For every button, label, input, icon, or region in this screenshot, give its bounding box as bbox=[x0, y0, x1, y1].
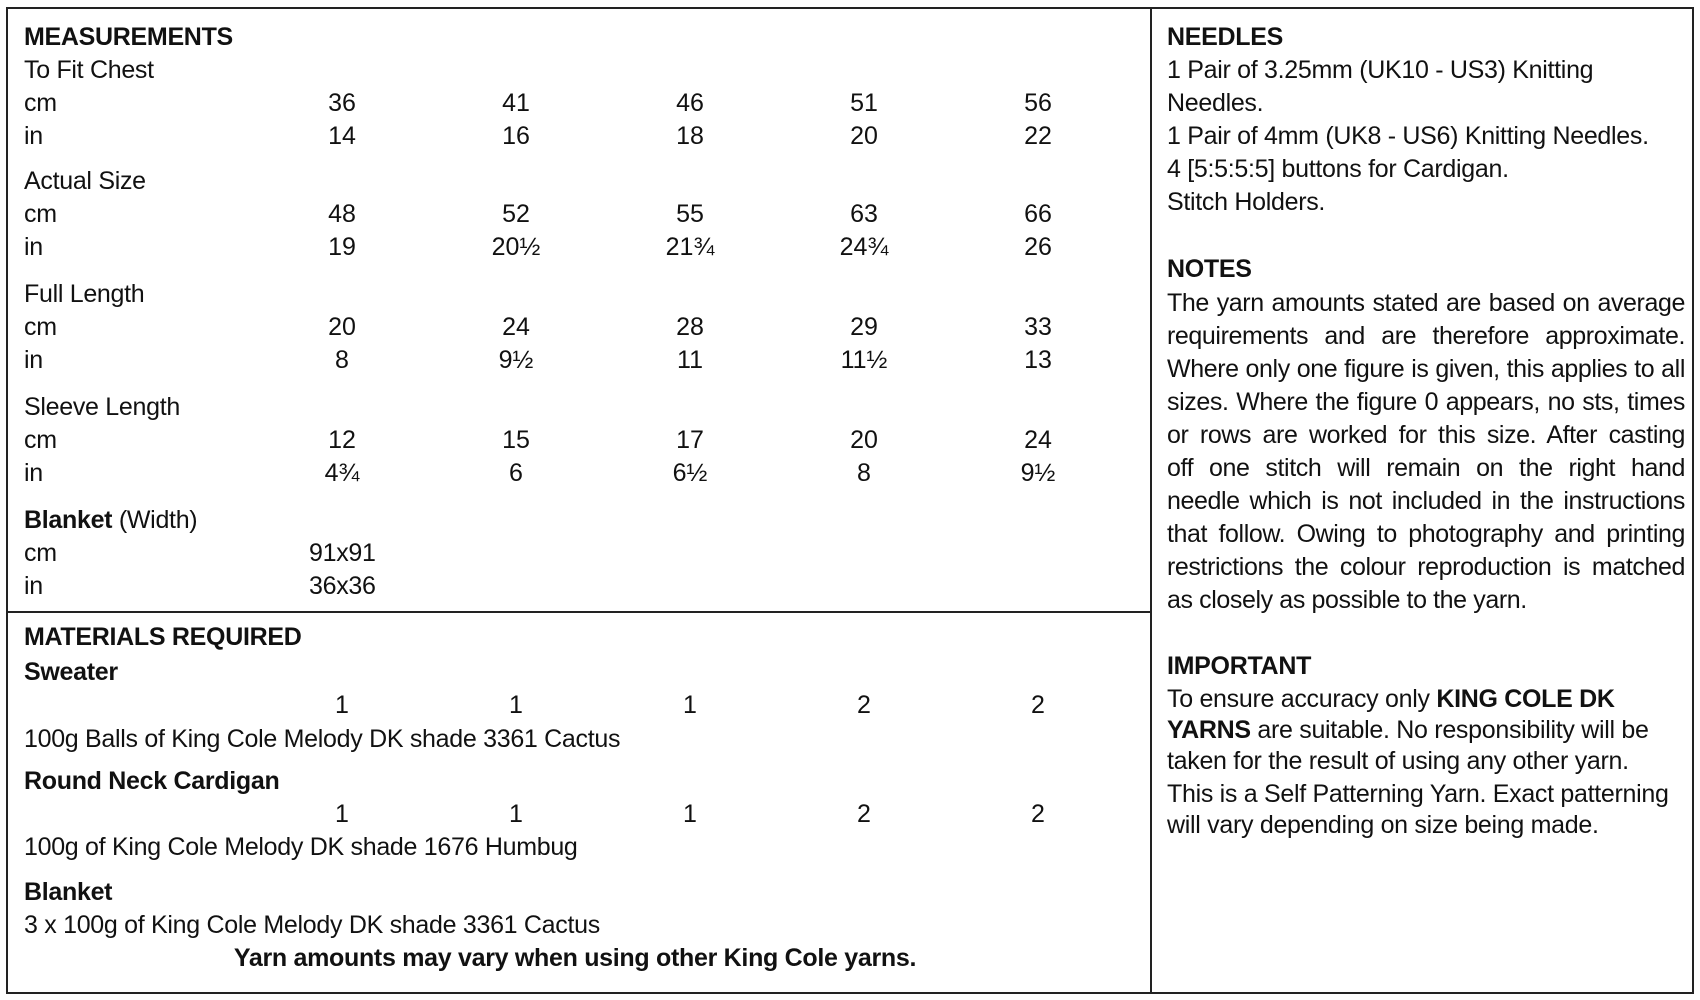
ball-count: 2 bbox=[1031, 691, 1045, 719]
size-value: 20½ bbox=[491, 233, 541, 261]
blanket-title-bold: Blanket bbox=[24, 506, 113, 534]
size-value: 11½ bbox=[840, 346, 888, 374]
needles-line: 1 Pair of 4mm (UK8 - US6) Knitting Needles. bbox=[1167, 122, 1649, 150]
size-value: 63 bbox=[850, 200, 878, 228]
size-value: 24¾ bbox=[839, 233, 889, 261]
needles-line: Needles. bbox=[1167, 89, 1264, 117]
unit-label: cm bbox=[24, 539, 57, 567]
size-value: 18 bbox=[676, 122, 704, 150]
needles-line: Stitch Holders. bbox=[1167, 188, 1326, 216]
size-value: 19 bbox=[328, 233, 356, 261]
notes-line: needle which is not included in the instructions bbox=[1167, 487, 1685, 515]
ball-count: 1 bbox=[509, 691, 523, 719]
important-line bbox=[1167, 715, 1649, 745]
needles-line: 1 Pair of 3.25mm (UK10 - US3) Knitting bbox=[1167, 56, 1594, 84]
size-value: 17 bbox=[676, 426, 704, 454]
blanket-width-title bbox=[24, 505, 197, 535]
important-line: will vary depending on size being made. bbox=[1167, 811, 1599, 839]
size-value: 15 bbox=[502, 426, 530, 454]
yarn-note: Yarn amounts may vary when using other King Cole yarns. bbox=[233, 944, 917, 972]
size-value: 48 bbox=[328, 200, 356, 228]
size-value: 4¾ bbox=[324, 459, 360, 487]
unit-label: in bbox=[24, 459, 43, 487]
blanket-yarn-desc: 3 x 100g of King Cole Melody DK shade 3361 Cactus bbox=[24, 911, 600, 939]
size-value: 16 bbox=[502, 122, 530, 150]
size-value: 6½ bbox=[672, 459, 708, 487]
size-value: 11 bbox=[677, 346, 703, 374]
ball-count: 1 bbox=[335, 800, 349, 828]
important-line: taken for the result of using any other yarn. bbox=[1167, 747, 1629, 775]
size-value: 13 bbox=[1024, 346, 1052, 374]
size-value: 20 bbox=[850, 122, 878, 150]
needles-line: 4 [5:5:5:5] buttons for Cardigan. bbox=[1167, 155, 1509, 183]
size-value: 8 bbox=[335, 346, 349, 374]
size-value: 36 bbox=[328, 89, 356, 117]
size-value: 22 bbox=[1024, 122, 1052, 150]
notes-heading: NOTES bbox=[1167, 255, 1252, 283]
needles-heading: NEEDLES bbox=[1167, 23, 1283, 51]
materials-heading: MATERIALS REQUIRED bbox=[24, 623, 302, 651]
ball-count: 1 bbox=[335, 691, 349, 719]
size-value: 8 bbox=[857, 459, 871, 487]
size-value: 66 bbox=[1024, 200, 1052, 228]
notes-line: sizes. Where the figure 0 appears, no sts, times bbox=[1167, 388, 1685, 416]
size-value: 29 bbox=[850, 313, 878, 341]
size-value: 12 bbox=[328, 426, 356, 454]
size-value: 52 bbox=[502, 200, 530, 228]
important-heading: IMPORTANT bbox=[1167, 652, 1312, 680]
important-line bbox=[1167, 684, 1615, 714]
size-value: 46 bbox=[676, 89, 704, 117]
group-title-chest: To Fit Chest bbox=[24, 56, 154, 84]
notes-line: The yarn amounts stated are based on average bbox=[1167, 289, 1685, 317]
unit-label: in bbox=[24, 122, 43, 150]
size-value: 9½ bbox=[1020, 459, 1056, 487]
ball-count: 1 bbox=[683, 800, 697, 828]
group-title-full-length: Full Length bbox=[24, 280, 145, 308]
ball-count: 1 bbox=[509, 800, 523, 828]
size-value: 20 bbox=[850, 426, 878, 454]
important-text: To ensure accuracy only bbox=[1167, 685, 1437, 713]
unit-label: cm bbox=[24, 426, 57, 454]
group-title-actual-size: Actual Size bbox=[24, 167, 146, 195]
important-text: are suitable. No responsibility will be bbox=[1250, 716, 1649, 744]
notes-line: Where only one figure is given, this applies to all bbox=[1167, 355, 1685, 383]
size-value: 6 bbox=[509, 459, 523, 487]
size-value: 20 bbox=[328, 313, 356, 341]
notes-line: restrictions the colour reproduction is matched bbox=[1167, 553, 1685, 581]
size-value: 51 bbox=[850, 89, 878, 117]
sweater-title: Sweater bbox=[24, 658, 118, 686]
blanket-title: Blanket bbox=[24, 878, 113, 906]
size-value: 55 bbox=[676, 200, 704, 228]
size-value: 56 bbox=[1024, 89, 1052, 117]
size-value: 28 bbox=[676, 313, 704, 341]
unit-label: cm bbox=[24, 200, 57, 228]
ball-count: 2 bbox=[1031, 800, 1045, 828]
important-line: This is a Self Patterning Yarn. Exact patterning bbox=[1167, 780, 1669, 808]
size-value: 9½ bbox=[498, 346, 534, 374]
unit-label: in bbox=[24, 233, 43, 261]
ball-count: 2 bbox=[857, 800, 871, 828]
size-value: 41 bbox=[502, 89, 530, 117]
notes-paragraph bbox=[1167, 287, 1685, 617]
ball-count: 2 bbox=[857, 691, 871, 719]
size-value: 33 bbox=[1024, 313, 1052, 341]
unit-label: cm bbox=[24, 313, 57, 341]
group-title-sleeve-length: Sleeve Length bbox=[24, 393, 180, 421]
size-value: 26 bbox=[1024, 233, 1052, 261]
important-brand: KING COLE DK bbox=[1436, 685, 1615, 713]
unit-label: in bbox=[24, 346, 43, 374]
size-value: 24 bbox=[1024, 426, 1052, 454]
sweater-yarn-desc: 100g Balls of King Cole Melody DK shade 3361 Cactus bbox=[24, 725, 621, 753]
important-brand: YARNS bbox=[1167, 716, 1251, 744]
blanket-size-value: 91x91 bbox=[309, 539, 376, 567]
notes-line: or rows are worked for this size. After casting bbox=[1167, 421, 1685, 449]
column-divider bbox=[1150, 7, 1152, 994]
cardigan-title: Round Neck Cardigan bbox=[24, 767, 280, 795]
measurements-heading: MEASUREMENTS bbox=[24, 23, 233, 51]
blanket-size-value: 36x36 bbox=[309, 572, 376, 600]
notes-line: that follow. Owing to photography and printing bbox=[1167, 520, 1685, 548]
blanket-title-rest: (Width) bbox=[112, 506, 198, 534]
size-value: 14 bbox=[328, 122, 356, 150]
notes-line: as closely as possible to the yarn. bbox=[1167, 586, 1527, 614]
unit-label: in bbox=[24, 572, 43, 600]
unit-label: cm bbox=[24, 89, 57, 117]
size-value: 24 bbox=[502, 313, 530, 341]
size-value: 21¾ bbox=[665, 233, 715, 261]
cardigan-yarn-desc: 100g of King Cole Melody DK shade 1676 Humbug bbox=[24, 833, 578, 861]
section-divider bbox=[6, 611, 1152, 613]
ball-count: 1 bbox=[683, 691, 697, 719]
notes-line: requirements and are therefore approximate. bbox=[1167, 322, 1685, 350]
notes-line: off one stitch will remain on the right hand bbox=[1167, 454, 1685, 482]
